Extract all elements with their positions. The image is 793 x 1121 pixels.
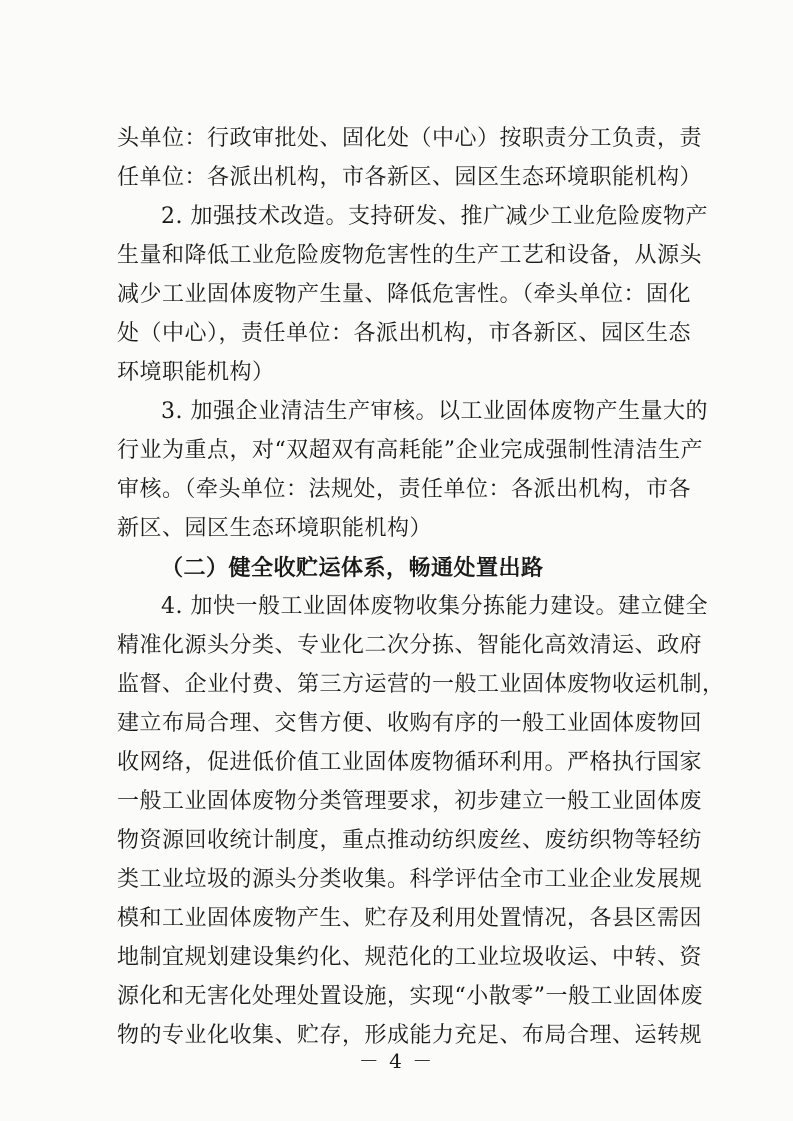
text-line-2: 任单位：各派出机构，市各新区、园区生态环境职能机构）: [117, 165, 703, 190]
text-line-24: 物的专业化收集、贮存，形成能力充足、布局合理、运转规: [117, 1023, 703, 1048]
text-line-14: 精准化源头分类、专业化二次分拣、智能化高效清运、政府: [117, 633, 703, 658]
text-line-20: 类工业垃圾的源头分类收集。科学评估全市工业企业发展规: [117, 867, 703, 892]
text-line-17: 收网络，促进低价值工业固体废物循环利用。严格执行国家: [117, 750, 703, 775]
text-line-6: 处（中心），责任单位：各派出机构，市各新区、园区生态: [117, 321, 692, 346]
text-line-1: 头单位：行政审批处、固化处（中心）按职责分工负责，责: [117, 126, 703, 151]
text-line-16: 建立布局合理、交售方便、收购有序的一般工业固体废物回: [117, 711, 703, 736]
text-line-9: 行业为重点，对“双超双有高耗能”企业完成强制性清洁生产: [117, 438, 703, 463]
text-line-7: 环境职能机构）: [117, 360, 275, 385]
section-heading: （二）健全收贮运体系，畅通处置出路: [161, 555, 544, 581]
item-3-heading-line: 3. 加强企业清洁生产审核。以工业固体废物产生量大的: [161, 399, 708, 424]
page-number: － 4 －: [358, 1049, 435, 1073]
item-4-heading-line: 4. 加快一般工业固体废物收集分拣能力建设。建立健全: [161, 594, 708, 619]
text-line-4: 生量和降低工业危险废物危害性的生产工艺和设备，从源头: [117, 243, 703, 268]
text-line-15: 监督、企业付费、第三方运营的一般工业固体废物收运机制，: [117, 672, 725, 697]
text-line-10: 审核。（牵头单位：法规处，责任单位：各派出机构，市各: [117, 477, 692, 502]
text-line-21: 模和工业固体废物产生、贮存及利用处置情况，各县区需因: [117, 906, 703, 931]
text-line-18: 一般工业固体废物分类管理要求，初步建立一般工业固体废: [117, 789, 703, 814]
text-line-11: 新区、园区生态环境职能机构）: [117, 516, 433, 541]
text-line-19: 物资源回收统计制度，重点推动纺织废丝、废纺织物等轻纺: [117, 828, 703, 853]
text-line-22: 地制宜规划建设集约化、规范化的工业垃圾收运、中转、资: [117, 945, 703, 970]
item-2-heading-line: 2. 加强技术改造。支持研发、推广减少工业危险废物产: [161, 204, 708, 229]
text-line-23: 源化和无害化处理处置设施，实现“小散零”一般工业固体废: [117, 984, 703, 1009]
text-line-5: 减少工业固体废物产生量、降低危害性。（牵头单位：固化: [117, 282, 692, 307]
